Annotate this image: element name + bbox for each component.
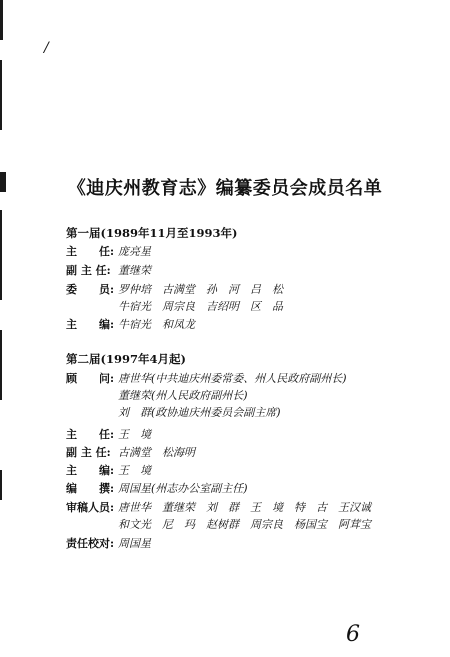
member-names: 王 境 (118, 464, 151, 477)
member-names-continued: 董继荣(州人民政府副州长) (118, 389, 248, 402)
list-item (66, 318, 195, 332)
role-label: 副 主 任: (66, 446, 111, 459)
role-label: 审稿人员: (66, 501, 115, 514)
document-title: 《迪庆州教育志》编纂委员会成员名单 (67, 178, 383, 199)
role-label: 责任校对: (66, 537, 115, 550)
second-term-heading: 第二届(1997年4月起) (66, 352, 186, 366)
member-names: 古满堂 松海明 (118, 446, 195, 459)
role-label: 主 编: (66, 464, 115, 477)
member-names: 王 境 (118, 428, 151, 441)
member-names: 唐世华(中共迪庆州委常委、州人民政府副州长) (118, 372, 347, 385)
scan-edge-mark (0, 210, 2, 300)
role-label: 委 员: (66, 283, 115, 296)
list-item (66, 446, 195, 460)
list-item (66, 464, 151, 478)
list-item (66, 372, 347, 386)
list-item (66, 245, 151, 259)
role-label: 主 任: (66, 245, 115, 258)
scan-edge-mark (0, 0, 3, 40)
member-names-continued: 和文光 尼 玛 赵树群 周宗良 杨国宝 阿茸宝 (118, 518, 371, 531)
pen-mark: / (44, 40, 49, 56)
list-item (66, 537, 151, 551)
scan-edge-mark (0, 330, 2, 400)
first-term-heading: 第一届(1989年11月至1993年) (66, 226, 238, 240)
member-names-continued: 牛宿光 周宗良 吉绍明 区 品 (118, 300, 283, 313)
page-number: 6 (346, 622, 360, 647)
member-names: 周国星 (118, 537, 151, 550)
role-label: 主 编: (66, 318, 115, 331)
list-item (66, 482, 248, 496)
list-item (66, 428, 151, 442)
role-label: 顾 问: (66, 372, 115, 385)
scan-edge-mark (0, 470, 2, 500)
list-item (66, 283, 283, 297)
member-names: 牛宿光 和凤龙 (118, 318, 195, 331)
member-names-continued: 刘 群(政协迪庆州委员会副主席) (118, 406, 281, 419)
list-item (66, 264, 151, 278)
role-label: 编 撰: (66, 482, 115, 495)
member-names: 唐世华 董继荣 刘 群 王 境 特 古 王汉诚 (118, 501, 371, 514)
member-names: 董继荣 (118, 264, 151, 277)
member-names: 罗仲培 古满堂 孙 河 吕 松 (118, 283, 283, 296)
list-item (66, 501, 371, 515)
member-names: 周国星(州志办公室副主任) (118, 482, 248, 495)
scan-edge-mark (0, 60, 2, 130)
role-label: 主 任: (66, 428, 115, 441)
member-names: 庞亮星 (118, 245, 151, 258)
role-label: 副 主 任: (66, 264, 111, 277)
